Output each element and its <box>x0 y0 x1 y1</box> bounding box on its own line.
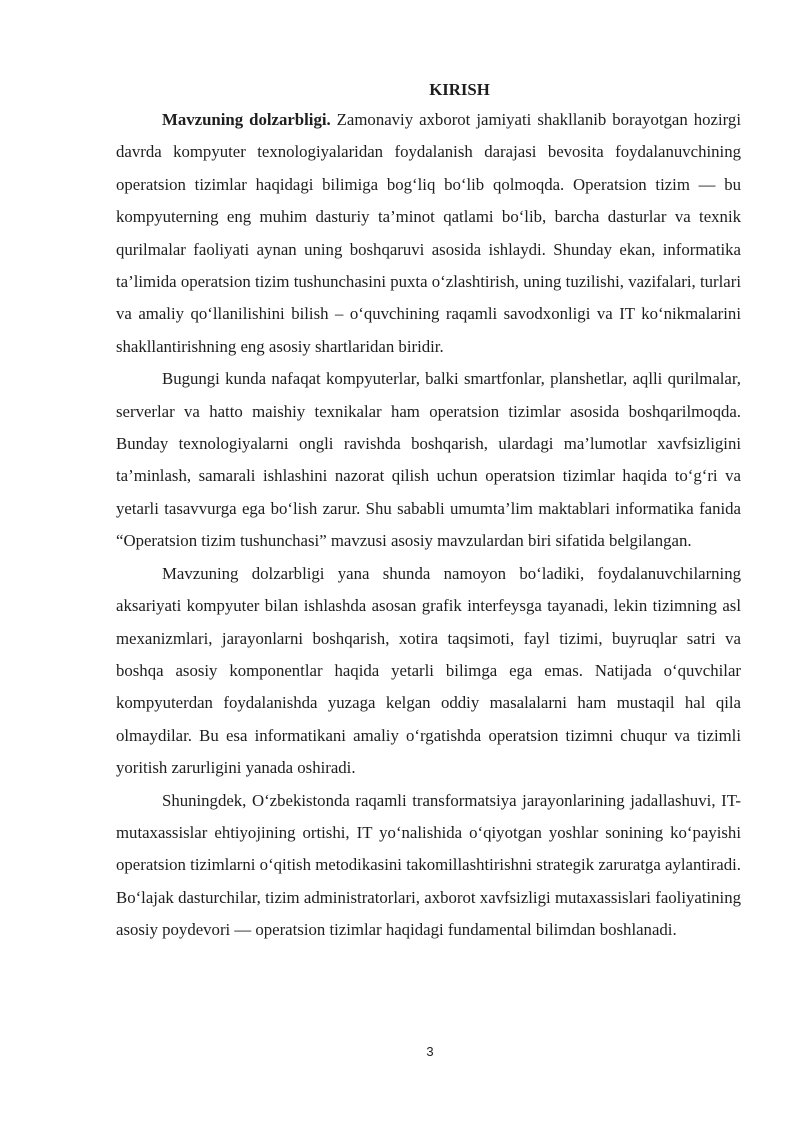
paragraph-devices: Bugungi kunda nafaqat kompyuterlar, balki smartfonlar, planshetlar, aqlli qurilmalar, serverlar va hatto maishiy texnikalar ham operatsion tizimlar asosida boshqarilmoqda. Bunday texnologiyalarni ongli ravishda boshqarish, ulardagi ma’lumotlar xavfsizligini ta’minlash, samarali ishlashini nazorat qilish uchun operatsion tizimlar haqida to‘g‘ri va yetarli tasavvurga ega bo‘lish zarur. Shu sababli umumta’lim maktablari informatika fanida “Operatsion tizim tushunchasi” mavzusi asosiy mavzulardan biri sifatida belgilangan. <box>116 369 741 551</box>
paragraph-lead: Mavzuning dolzarbligi. <box>162 110 331 129</box>
document-body <box>116 76 741 947</box>
paragraph-interface: Mavzuning dolzarbligi yana shunda namoyon bo‘ladiki, foydalanuvchilarning aksariyati kompyuter bilan ishlashda asosan grafik interfeysga tayanadi, lekin tizimning asl mexanizmlari, jarayonlarni boshqarish, xotira taqsimoti, fayl tizimi, buyruqlar satri va boshqa asosiy komponentlar haqida yetarli bilimga ega emas. Natijada o‘quvchilar kompyuterdan foydalanishda yuzaga kelgan oddiy masalalarni ham mustaqil hal qila olmaydilar. Bu esa informatikani amaliy o‘rgatishda operatsion tizimni chuqur va tizimli yoritish zarurligini yanada oshiradi. <box>116 563 741 778</box>
paragraph-relevance <box>116 104 741 363</box>
page-number: 3 <box>426 1044 434 1059</box>
paragraph-text: Zamonaviy axborot jamiyati shakllanib borayotgan hozirgi davrda kompyuter texnologiyalaridan foydalanish darajasi bevosita foydalanuvchining operatsion tizimlar haqidagi bilimiga bog‘liq bo‘lib qolmoqda. Operatsion tizim — bu kompyuterning eng muhim dasturiy ta’minot qatlami bo‘lib, barcha dasturlar va texnik qurilmalar faoliyati aynan uning boshqaruvi asosida ishlaydi. Shunday ekan, informatika ta’limida operatsion tizim tushunchasini puxta o‘zlashtirish, uning tuzilishi, vazifalari, turlari va amaliy qo‘llanilishini bilish – o‘quvchining raqamli savodxonligi va IT ko‘nikmalarini shakllantirishning eng asosiy shartlaridan biridir. <box>116 110 741 356</box>
paragraph-transformation: Shuningdek, O‘zbekistonda raqamli transformatsiya jarayonlarining jadallashuvi, IT-mutaxassislar ehtiyojining ortishi, IT yo‘nalishida o‘qiyotgan yoshlar sonining ko‘payishi operatsion tizimlarni o‘qitish metodikasini takomillashtirishni strategik zaruratga aylantiradi. Bo‘lajak dasturchilar, tizim administratorlari, axborot xavfsizligi mutaxassislari faoliyatining asosiy poydevori — operatsion tizimlar haqidagi fundamental bilimdan boshlanadi. <box>116 790 741 940</box>
section-heading: KIRISH <box>429 80 490 99</box>
